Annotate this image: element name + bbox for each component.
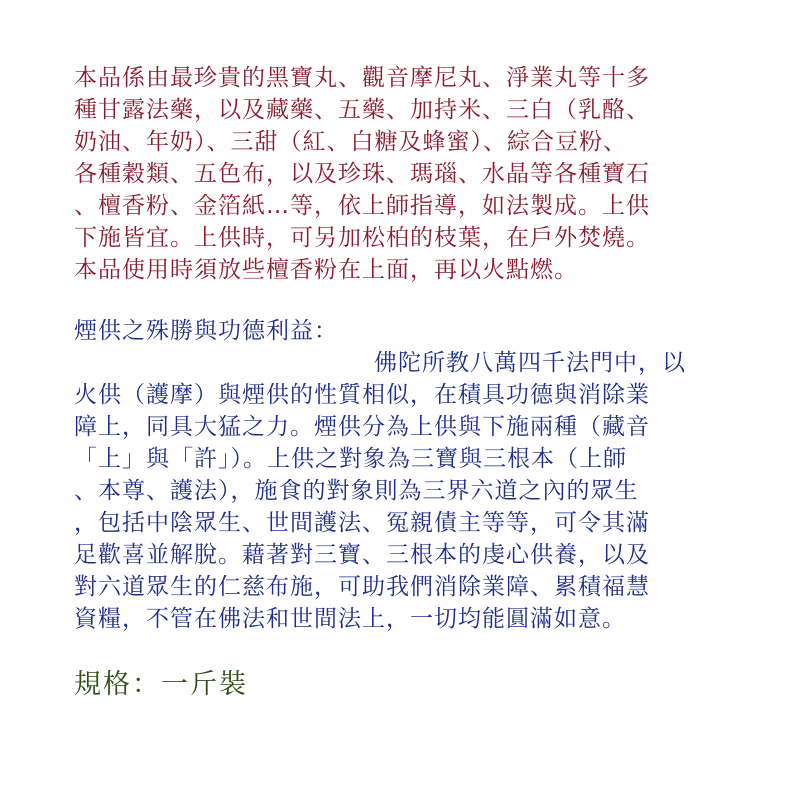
text-line: 、檀香粉、金箔紙…等，依上師指導，如法製成。上供 [74,193,650,219]
text-line: 本品使用時須放些檀香粉在上面，再以火點燃。 [74,257,578,283]
text-line: 奶油、年奶）、三甜（紅、白糖及蜂蜜）、綜合豆粉、 [74,129,627,155]
text-line: 各種穀類、五色布，以及珍珠、瑪瑙、水晶等各種寶石 [74,161,650,187]
text-line: 對六道眾生的仁慈布施，可助我們消除業障、累積福慧 [74,574,650,600]
section-heading: 煙供之殊勝與功德利益： [74,318,338,344]
text-line: 佛陀所教八萬四千法門中，以 [374,350,686,376]
text-line: 種甘露法藥，以及藏藥、五藥、加持米、三白（乳酪、 [74,97,650,123]
product-ingredients-paragraph [74,62,734,286]
smoke-offering-benefits-paragraph [74,315,734,635]
text-line: 下施皆宜。上供時，可另加松柏的枝葉，在戶外焚燒。 [74,225,650,251]
text-line: 「上」與「許」）。上供之對象為三寶與三根本（上師 [74,446,627,472]
product-spec: 規格：一斤裝 [74,669,248,700]
text-line: 火供（護摩）與煙供的性質相似，在積具功德與消除業 [74,382,650,408]
text-line: 本品係由最珍貴的黑寶丸、觀音摩尼丸、淨業丸等十多 [74,65,650,91]
text-line: ，包括中陰眾生、世間護法、冤親債主等等，可令其滿 [74,510,650,536]
text-line: 資糧，不管在佛法和世間法上，一切均能圓滿如意。 [74,606,626,632]
text-line: 足歡喜並解脫。藉著對三寶、三根本的虔心供養，以及 [74,542,650,568]
text-line: 、本尊、護法），施食的對象則為三界六道之內的眾生 [74,478,639,504]
text-line: 障上，同具大猛之力。煙供分為上供與下施兩種（藏音 [74,414,650,440]
